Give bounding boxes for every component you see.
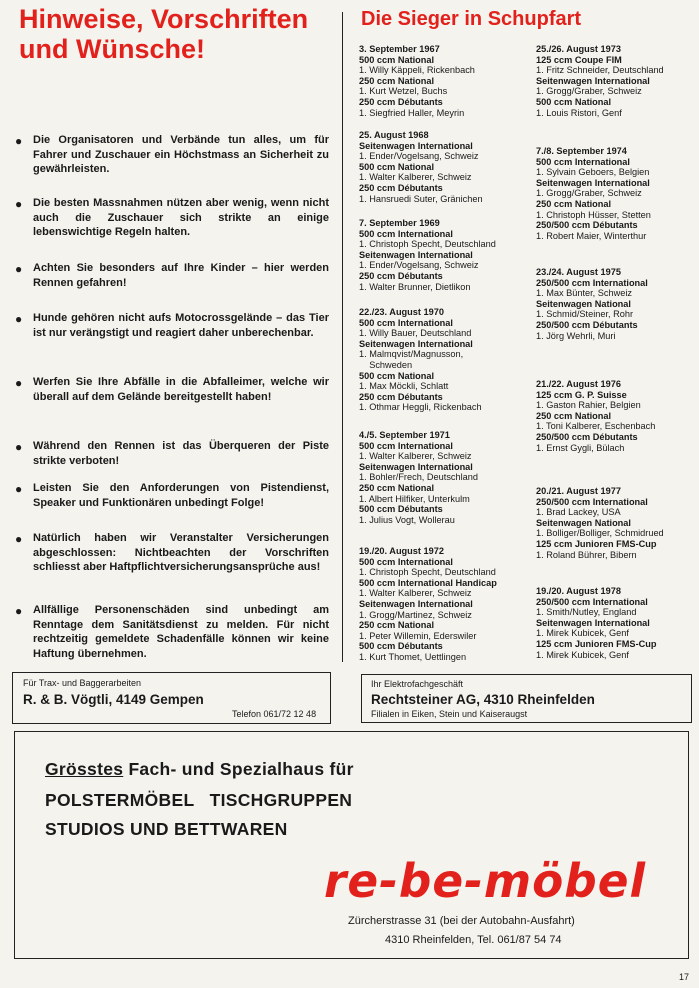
winner-event (359, 130, 534, 204)
winner-event (359, 307, 534, 413)
title-line-1: Hinweise, Vorschriften (19, 4, 309, 34)
event-winner: 1. Christoph Hüsser, Stetten (536, 209, 651, 220)
event-date: 19./20. August 1972 (359, 546, 444, 556)
bullet-dot: ● (15, 312, 23, 326)
event-date: 22./23. August 1970 (359, 307, 444, 317)
event-class: 250/500 ccm Débutants (536, 319, 638, 330)
bullet-dot: ● (15, 532, 23, 546)
event-class: 125 ccm Coupe FIM (536, 54, 622, 65)
event-class: 250 ccm National (359, 620, 435, 631)
event-class: 125 ccm G. P. Suisse (536, 389, 627, 400)
event-winner: 1. Smith/Nutley, England (536, 607, 637, 618)
event-winner: 1. Walter Kalberer, Schweiz (359, 172, 472, 183)
winner-event (359, 44, 534, 118)
ad-rebe-underlined-word: Grösstes (45, 759, 124, 779)
event-winner: 1. Mirek Kubicek, Genf (536, 649, 629, 660)
rebe-moebel-logo (320, 852, 650, 912)
winner-event (536, 44, 699, 118)
event-class: 500 ccm International Handicap (359, 577, 497, 588)
event-winner: 1. Brad Lackey, USA (536, 507, 621, 518)
event-class: 250 ccm National (536, 410, 612, 421)
event-class: 500 ccm National (536, 96, 612, 107)
event-date: 20./21. August 1977 (536, 486, 621, 496)
event-winner: 1. Othmar Heggli, Rickenbach (359, 402, 482, 413)
event-winner: 1. Toni Kalberer, Eschenbach (536, 421, 656, 432)
event-winner: 1. Max Bünter, Schweiz (536, 288, 633, 299)
event-winner: 1. Schmid/Steiner, Rohr (536, 309, 634, 320)
event-class: 250 ccm National (359, 75, 435, 86)
event-date: 19./20. August 1978 (536, 586, 621, 596)
ad-rebe-address-2: 4310 Rheinfelden, Tel. 061/87 54 74 (385, 934, 562, 946)
title-line-2: und Wünsche! (19, 34, 205, 64)
ad-voegtli (12, 672, 331, 724)
page-title (19, 4, 339, 64)
event-winner: 1. Hansruedi Suter, Gränichen (359, 193, 483, 204)
rule-text: Leisten Sie den Anforderungen von Pistendienst, Speaker und Funktionären unbedingt Folge! (33, 482, 329, 509)
event-date: 25. August 1968 (359, 130, 429, 140)
event-class: 250 ccm National (359, 482, 435, 493)
event-class: Seitenwagen International (359, 598, 473, 609)
event-class: 500 ccm International (359, 440, 453, 451)
ad-voegtli-subtitle: Für Trax- und Baggerarbeiten (23, 678, 142, 688)
rule-text: Werfen Sie Ihre Abfälle in die Abfalleimer, welche wir überall auf dem Gelände bereitgestellt haben! (33, 376, 329, 403)
winner-event (359, 218, 534, 292)
event-winner: 1. Walter Kalberer, Schweiz (359, 451, 472, 462)
winner-event (359, 546, 534, 663)
event-class: Seitenwagen International (359, 249, 473, 260)
rule-text: Die Organisatoren und Verbände tun alles, um für Fahrer und Zuschauer ein Höchstmass an Sicherheit zu gewährleisten. (33, 134, 329, 175)
ad-rechtsteiner-name: Rechtsteiner AG, 4310 Rheinfelden (371, 692, 595, 707)
event-winner: 1. Julius Vogt, Wollerau (359, 514, 455, 525)
rebe-moebel-logo-text: re-be-möbel (324, 854, 647, 908)
event-winner: 1. Ender/Vogelsang, Schweiz (359, 151, 479, 162)
event-class: Seitenwagen International (359, 338, 473, 349)
winner-event (536, 267, 699, 341)
event-winner: 1. Willy Käppeli, Rickenbach (359, 65, 475, 76)
event-class: Seitenwagen National (536, 517, 631, 528)
ad-rechtsteiner-note: Filialen in Eiken, Stein und Kaiseraugst (371, 709, 528, 719)
event-class: 500 ccm National (359, 54, 435, 65)
event-class: Seitenwagen National (536, 298, 631, 309)
event-class: 125 ccm Junioren FMS-Cup (536, 538, 657, 549)
event-date: 3. September 1967 (359, 44, 440, 54)
event-class: 250/500 ccm International (536, 596, 648, 607)
event-class: 500 ccm National (359, 370, 435, 381)
event-winner: 1. Walter Kalberer, Schweiz (359, 588, 472, 599)
event-winner: 1. Sylvain Geboers, Belgien (536, 167, 650, 178)
event-date: 21./22. August 1976 (536, 379, 621, 389)
rule-text: Allfällige Personenschäden sind unbedingt am Renntage dem Sanitätsdienst zu melden. Für nicht rechtzeitig gemeldete Schadenfälle können wir keine Haftung übernehmen. (33, 604, 329, 660)
event-class: 500 ccm International (536, 156, 630, 167)
ad-rebe-moebel (14, 731, 689, 959)
event-winner: 1. Christoph Specht, Deutschland (359, 567, 496, 578)
ad-rebe-address-1: Zürcherstrasse 31 (bei der Autobahn-Ausfahrt) (348, 915, 575, 927)
winner-event (536, 379, 699, 453)
event-class: Seitenwagen International (359, 140, 473, 151)
event-winner: 1. Ernst Gygli, Bülach (536, 442, 625, 453)
event-date: 7. September 1969 (359, 218, 440, 228)
event-winner: 1. Bohler/Frech, Deutschland (359, 472, 478, 483)
event-winner: 1. Grogg/Graber, Schweiz (536, 188, 642, 199)
bullet-dot: ● (15, 262, 23, 276)
event-winner: 1. Malmqvist/Magnusson, (359, 349, 464, 360)
bullet-dot: ● (15, 440, 23, 454)
event-winner: 1. Kurt Thomet, Uettlingen (359, 651, 467, 662)
rule-text: Die besten Massnahmen nützen aber wenig, wenn nicht auch die Zuschauer sich strikte an einige lebenswichtige Regeln halten. (33, 197, 329, 238)
event-date: 25./26. August 1973 (536, 44, 621, 54)
event-winner: 1. Roland Bührer, Bibern (536, 549, 637, 560)
bullet-dot: ● (15, 197, 23, 211)
ad-rebe-line-3: STUDIOS UND BETTWAREN (45, 819, 288, 839)
rule-text: Während den Rennen ist das Überqueren der Piste strikte verboten! (33, 440, 329, 467)
event-class: 250 ccm Débutants (359, 270, 443, 281)
event-class: 250/500 ccm International (536, 277, 648, 288)
bullet-dot: ● (15, 482, 23, 496)
bullet-dot: ● (15, 376, 23, 390)
winner-event (359, 430, 534, 525)
bullet-dot: ● (15, 604, 23, 618)
event-winner: 1. Mirek Kubicek, Genf (536, 628, 629, 639)
event-winner: 1. Willy Bauer, Deutschland (359, 328, 472, 339)
event-winner: 1. Kurt Wetzel, Buchs (359, 86, 448, 97)
event-class: 125 ccm Junioren FMS-Cup (536, 638, 657, 649)
ad-voegtli-name: R. & B. Vögtli, 4149 Gempen (23, 692, 204, 707)
event-date: 4./5. September 1971 (359, 430, 450, 440)
event-class: 250 ccm Débutants (359, 96, 443, 107)
bullet-dot: ● (15, 134, 23, 148)
event-class: 500 ccm International (359, 228, 453, 239)
event-winner: 1. Grogg/Graber, Schweiz (536, 86, 642, 97)
event-winner: 1. Fritz Schneider, Deutschland (536, 65, 664, 76)
event-class: 250 ccm Débutants (359, 182, 443, 193)
event-date: 23./24. August 1975 (536, 267, 621, 277)
event-winner: 1. Jörg Wehrli, Muri (536, 330, 616, 341)
event-class: 250 ccm Débutants (359, 391, 443, 402)
ad-rebe-line-1 (45, 759, 354, 780)
event-class: 250/500 ccm International (536, 496, 648, 507)
event-class: 500 ccm International (359, 317, 453, 328)
ad-rebe-line-1-rest: Fach- und Spezialhaus für (123, 759, 354, 779)
event-class: 500 ccm Débutants (359, 504, 443, 515)
event-class: 500 ccm Débutants (359, 641, 443, 652)
event-winner: 1. Peter Willemin, Ederswiler (359, 630, 477, 641)
event-class: Seitenwagen International (536, 177, 650, 188)
event-winner: 1. Max Möckli, Schlatt (359, 381, 449, 392)
ad-rebe-line-2: POLSTERMÖBEL TISCHGRUPPEN (45, 790, 353, 810)
event-class: Seitenwagen International (359, 461, 473, 472)
event-class: Seitenwagen International (536, 617, 650, 628)
event-winner: 1. Louis Ristori, Genf (536, 107, 622, 118)
event-winner: Schweden (359, 359, 413, 370)
event-winner: 1. Albert Hilfiker, Unterkulm (359, 493, 470, 504)
event-class: 500 ccm National (359, 161, 435, 172)
column-divider (342, 12, 343, 662)
event-class: 250/500 ccm Débutants (536, 220, 638, 231)
rule-text: Natürlich haben wir Veranstalter Versicherungen abgeschlossen: Nichtbeachten der Vorschriften schliesst aber Haftpflichtversicherungsansprüche aus! (33, 532, 329, 573)
event-winner: 1. Siegfried Haller, Meyrin (359, 107, 465, 118)
event-winner: 1. Christoph Specht, Deutschland (359, 239, 496, 250)
event-class: 500 ccm International (359, 556, 453, 567)
event-winner: 1. Bolliger/Bolliger, Schmidrued (536, 528, 664, 539)
event-class: Seitenwagen International (536, 75, 650, 86)
event-winner: 1. Walter Brunner, Dietlikon (359, 281, 471, 292)
event-winner: 1. Robert Maier, Winterthur (536, 230, 647, 241)
event-winner: 1. Ender/Vogelsang, Schweiz (359, 260, 479, 271)
event-class: 250/500 ccm Débutants (536, 431, 638, 442)
winner-event (536, 586, 699, 660)
event-winner: 1. Gaston Rahier, Belgien (536, 400, 641, 411)
winner-event (536, 486, 699, 560)
event-date: 7./8. September 1974 (536, 146, 627, 156)
winners-title: Die Sieger in Schupfart (361, 8, 582, 30)
page-number: 17 (679, 972, 690, 982)
event-winner: 1. Grogg/Martinez, Schweiz (359, 609, 472, 620)
winner-event (536, 146, 699, 241)
rule-text: Hunde gehören nicht aufs Motocrossgelände – das Tier ist nur verängstigt und reagiert daher unberechenbar. (33, 312, 329, 339)
ad-rechtsteiner (361, 674, 692, 723)
event-class: 250 ccm National (536, 198, 612, 209)
ad-voegtli-phone: Telefon 061/72 12 48 (232, 709, 317, 719)
ad-rechtsteiner-subtitle: Ihr Elektrofachgeschäft (371, 679, 464, 689)
rule-text: Achten Sie besonders auf Ihre Kinder – hier werden Rennen gefahren! (33, 262, 329, 289)
